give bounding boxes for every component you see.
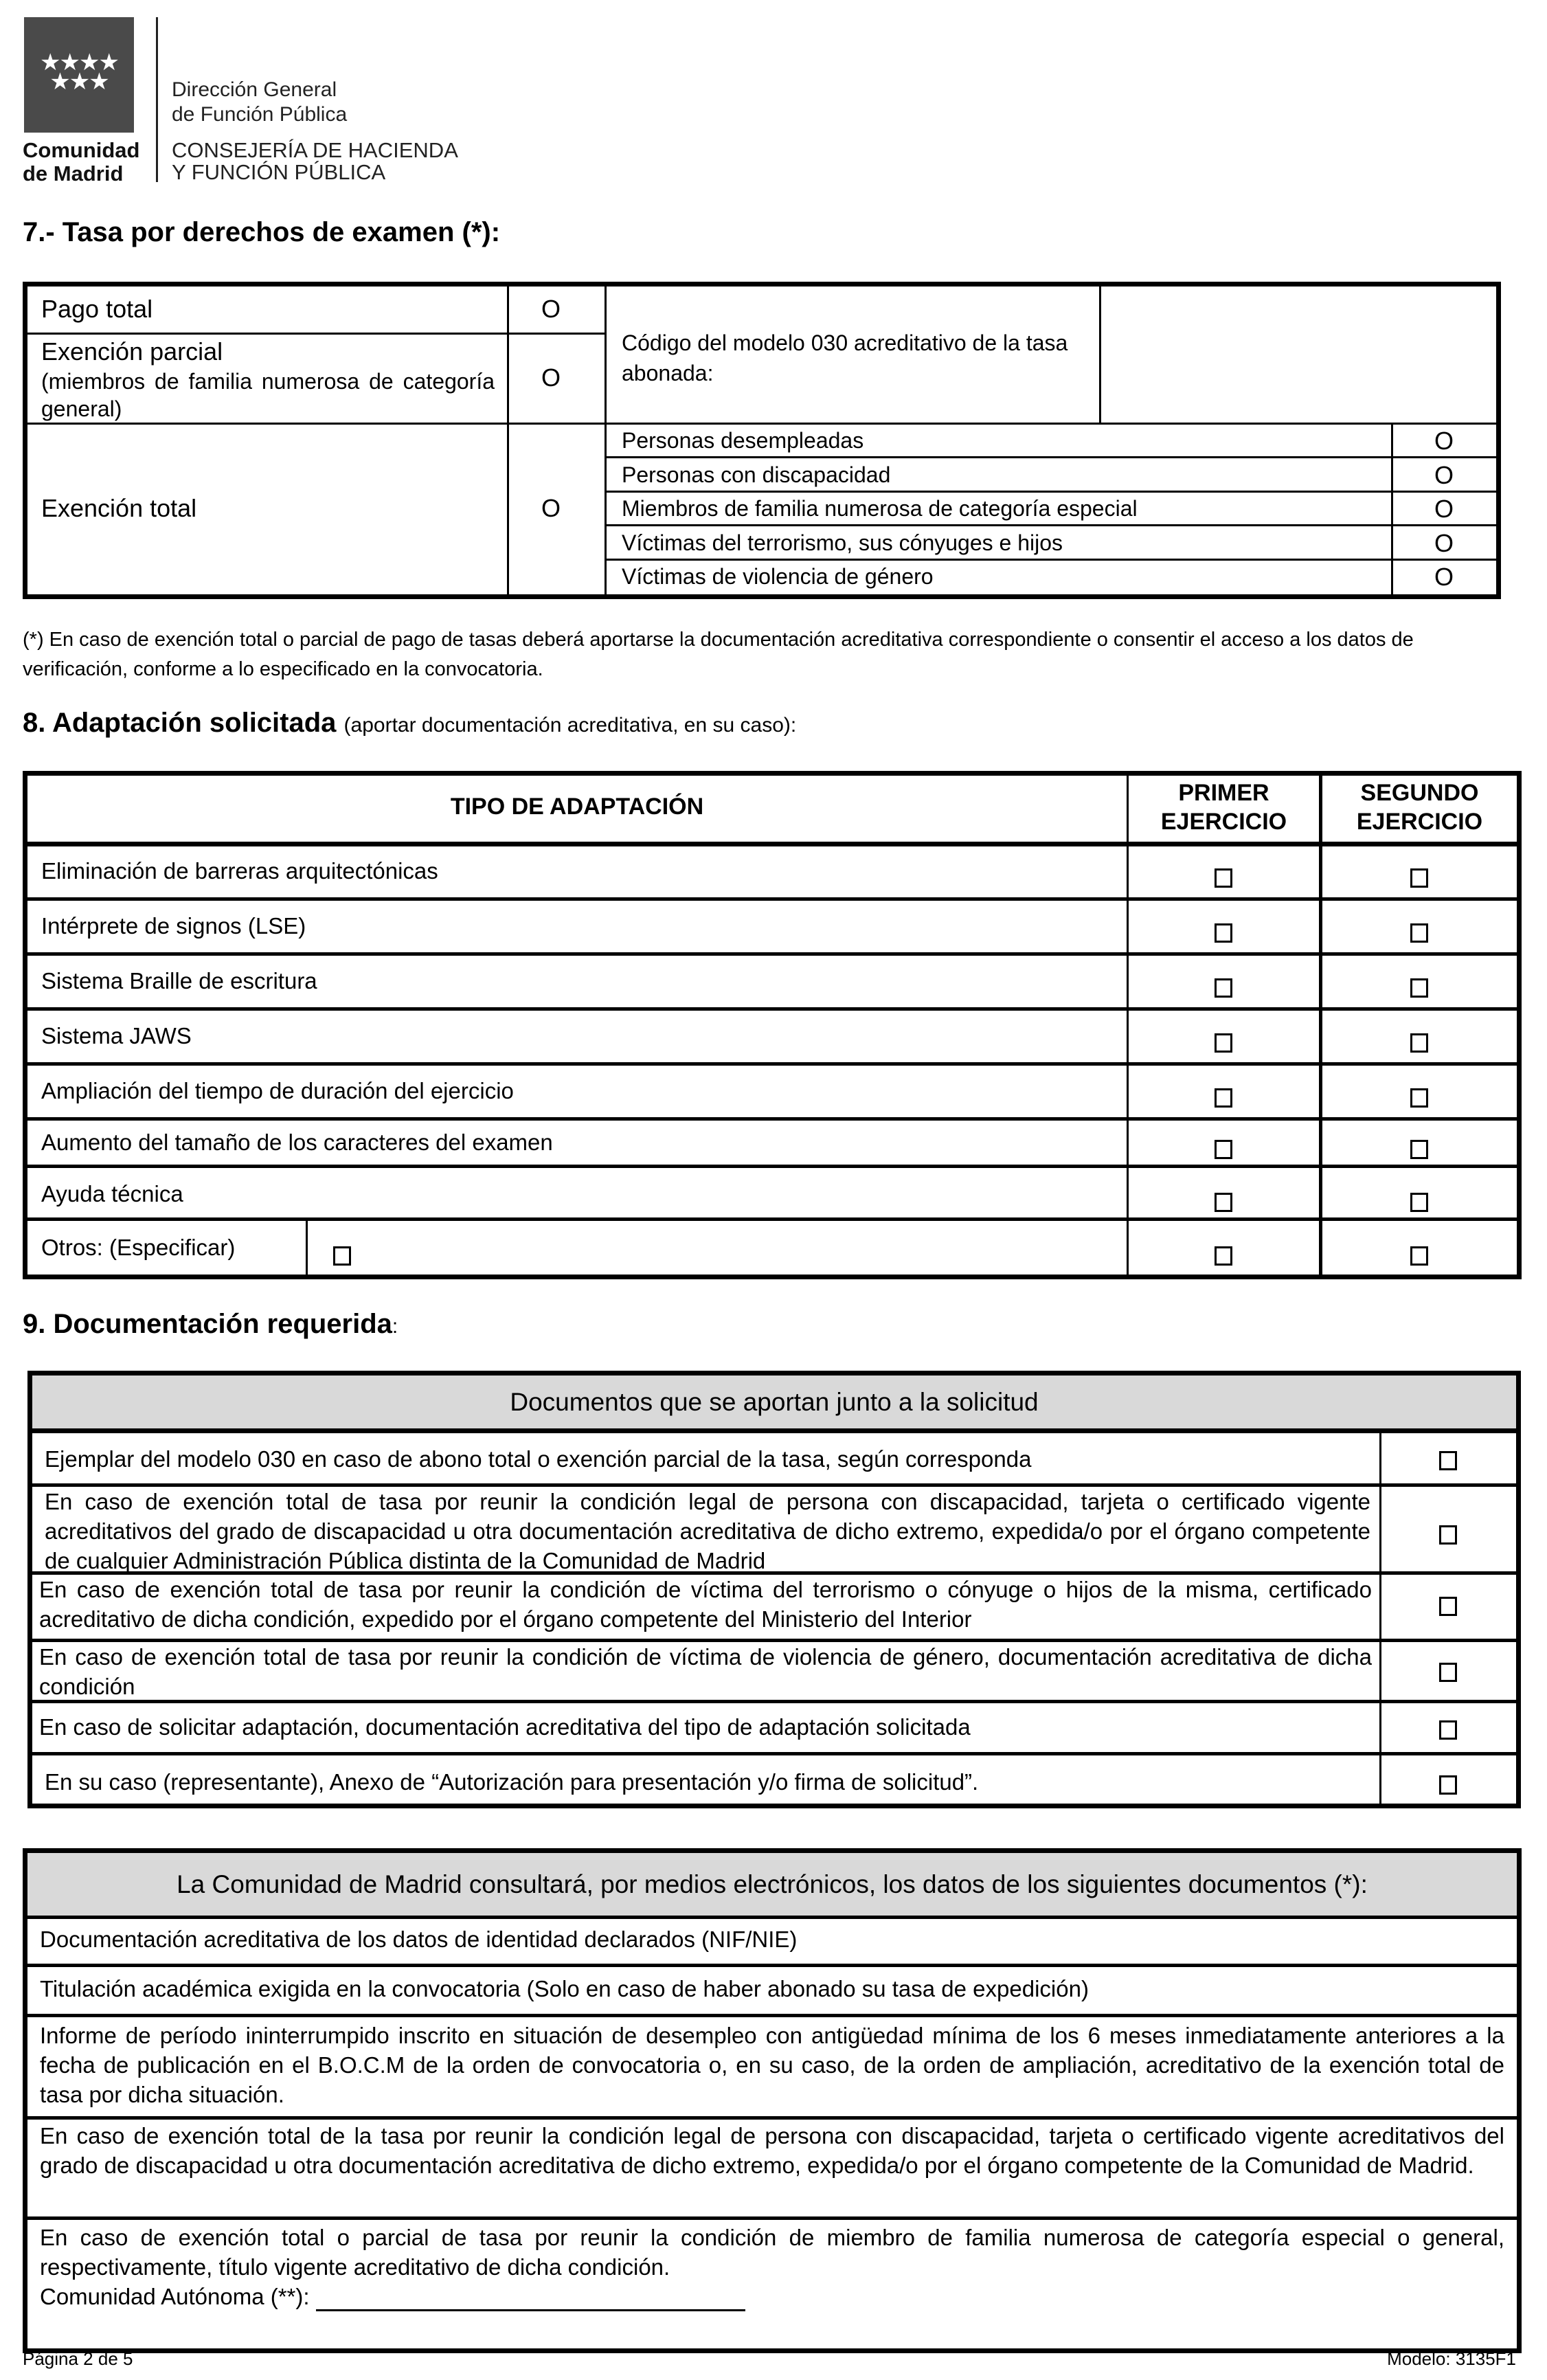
checkbox-doc-discapacidad[interactable] [1439,1525,1457,1545]
checkbox-doc-violencia[interactable] [1439,1663,1457,1682]
consulta-header: La Comunidad de Madrid consultará, por medios electrónicos, los datos de los siguientes documentos (*): [27,1853,1517,1916]
exencion-parcial-radio[interactable]: O [541,363,561,392]
adaptation-row-label: Intérprete de signos (LSE) [41,913,306,939]
consejeria-name: CONSEJERÍA DE HACIENDA Y FUNCIÓN PÚBLICA [172,138,458,184]
checkbox-segundo-jaws[interactable] [1410,1033,1428,1053]
section-9-title: 9. Documentación requerida: [23,1309,398,1339]
option-desempleadas: Personas desempleadas [622,428,864,453]
checkbox-doc-adaptacion[interactable] [1439,1720,1457,1740]
option-discapacidad: Personas con discapacidad [622,462,891,487]
adaptation-table [23,771,1522,1279]
option-familia-especial: Miembros de familia numerosa de categoría especial [622,496,1138,521]
option-discapacidad-radio[interactable]: O [1434,461,1454,489]
department-name: Dirección General de Función Pública [172,78,348,126]
option-terrorismo-radio[interactable]: O [1434,529,1454,557]
comunidad-autonoma-row: Comunidad Autónoma (**): [40,2282,745,2311]
checkbox-primer-tiempo[interactable] [1215,1088,1232,1108]
fee-footnote: (*) En caso de exención total o parcial de pago de tasas deberá aportarse la documentación acreditativa correspondiente o consentir el acceso a los datos de verificación, conforme a lo especificado en la convocatoria. [23,629,1414,680]
page-number: Página 2 de 5 [23,2348,133,2369]
consulta-item: Documentación acreditativa de los datos de identidad declarados (NIF/NIE) [40,1927,798,1952]
fee-table [23,282,1501,599]
checkbox-segundo-otros[interactable] [1410,1246,1428,1266]
consulta-item: En caso de exención total o parcial de tasa por reunir la condición de miembro de familia numerosa de categoría especial o general, respectivamente, título vigente acreditativo de dicha condición. [40,2225,1504,2280]
documents-table [27,1371,1521,1808]
pago-total-radio[interactable]: O [541,295,561,323]
modelo-code: Modelo: 3135F1 [1387,2348,1516,2369]
exencion-total-label: Exención total [41,494,197,522]
checkbox-primer-braille[interactable] [1215,978,1232,998]
document-item: En caso de exención total de tasa por reunir la condición de víctima de violencia de género, documentación acreditativa de dicha condición [39,1644,1372,1699]
document-item: En caso de exención total de tasa por reunir la condición de víctima del terrorismo o cónyuge o hijos de la misma, certificado acreditativo de dicha condición, expedido por el órgano competente del Ministerio del Interior [39,1577,1372,1632]
consulta-item: En caso de exención total de la tasa por reunir la condición legal de persona con discapacidad, tarjeta o certificado vigente acreditativos del grado de discapacidad u otra documentación acreditativa de dicho extremo, expedida/o por el órgano competente de la Comunidad de Madrid. [40,2123,1504,2178]
option-violencia-genero-radio[interactable]: O [1434,563,1454,591]
adaptation-row-label: Sistema JAWS [41,1023,192,1048]
codigo-030-label: Código del modelo 030 acreditativo de la tasa abonada: [622,330,1068,385]
adaptation-row-label: Sistema Braille de escritura [41,968,317,993]
col-tipo-adaptacion: TIPO DE ADAPTACIÓN [450,794,704,820]
checkbox-primer-jaws[interactable] [1215,1033,1232,1053]
option-terrorismo: Víctimas del terrorismo, sus cónyuges e hijos [622,530,1063,555]
option-desempleadas-radio[interactable]: O [1434,427,1454,455]
adaptation-row-label: Otros: (Especificar) [41,1235,236,1260]
exencion-parcial-label: Exención parcial [41,337,223,366]
consulta-item: Informe de período ininterrumpido inscrito en situación de desempleo con antigüedad mínima de los 6 meses inmediatamente anteriores a la fecha de publicación en el B.O.C.M de la orden de convocatoria o, en su caso, de la orden de ampliación, acreditativo de la exención total de tasa por dicha situación. [40,2023,1504,2107]
documents-header: Documentos que se aportan junto a la solicitud [32,1376,1516,1428]
comunidad-autonoma-input[interactable] [316,2286,745,2311]
checkbox-primer-ayuda[interactable] [1215,1193,1232,1212]
consulta-item: Titulación académica exigida en la convocatoria (Solo en caso de haber abonado su tasa de expedición) [40,1976,1089,2001]
checkbox-doc-030[interactable] [1439,1451,1457,1470]
exencion-parcial-detail: (miembros de familia numerosa de categoría general) [41,369,495,421]
document-item: En caso de exención total de tasa por reunir la condición legal de persona con discapacidad, tarjeta o certificado vigente acreditativos del grado de discapacidad u otra documentación acreditativa de dicho extremo, expedida/o por el órgano competente de cualquier Administración Pública distinta de la Comunidad de Madrid [45,1489,1370,1573]
checkbox-primer-otros[interactable] [1215,1246,1232,1266]
col-primer-ejercicio: PRIMER EJERCICIO [1160,780,1287,835]
adaptation-row-label: Aumento del tamaño de los caracteres del examen [41,1130,553,1155]
col-segundo-ejercicio: SEGUNDO EJERCICIO [1356,780,1483,835]
codigo-030-input[interactable] [1101,287,1496,423]
logo-stars-icon: ★★★★ ★★★ [40,49,118,95]
comunidad-madrid-logo [24,17,134,133]
exencion-total-radio[interactable]: O [541,494,561,522]
section-8-title: 8. Adaptación solicitada (aportar documentación acreditativa, en su caso): [23,708,797,738]
checkbox-segundo-braille[interactable] [1410,978,1428,998]
adaptation-row-label: Ayuda técnica [41,1181,183,1206]
checkbox-primer-barreras[interactable] [1215,868,1232,888]
checkbox-segundo-tiempo[interactable] [1410,1088,1428,1108]
option-familia-especial-radio[interactable]: O [1434,495,1454,523]
option-violencia-genero: Víctimas de violencia de género [622,564,934,589]
document-item: En su caso (representante), Anexo de “Autorización para presentación y/o firma de solicitud”. [45,1769,979,1795]
checkbox-primer-lse[interactable] [1215,923,1232,943]
logo-name: Comunidad de Madrid [23,138,140,186]
checkbox-segundo-caracteres[interactable] [1410,1140,1428,1159]
checkbox-doc-terrorismo[interactable] [1439,1597,1457,1616]
document-item: En caso de solicitar adaptación, documentación acreditativa del tipo de adaptación solicitada [39,1714,971,1740]
document-item: Ejemplar del modelo 030 en caso de abono total o exención parcial de la tasa, según corresponda [45,1446,1032,1472]
checkbox-segundo-barreras[interactable] [1410,868,1428,888]
checkbox-otros-especificar[interactable] [333,1246,351,1266]
adaptation-row-label: Eliminación de barreras arquitectónicas [41,858,438,884]
checkbox-segundo-lse[interactable] [1410,923,1428,943]
checkbox-doc-representante[interactable] [1439,1775,1457,1795]
checkbox-segundo-ayuda[interactable] [1410,1193,1428,1212]
section-7-title: 7.- Tasa por derechos de examen (*): [23,217,501,247]
checkbox-primer-caracteres[interactable] [1215,1140,1232,1159]
pago-total-label: Pago total [41,295,153,323]
consulta-table [23,1848,1522,2353]
adaptation-row-label: Ampliación del tiempo de duración del ejercicio [41,1078,514,1103]
header-divider [156,17,158,182]
